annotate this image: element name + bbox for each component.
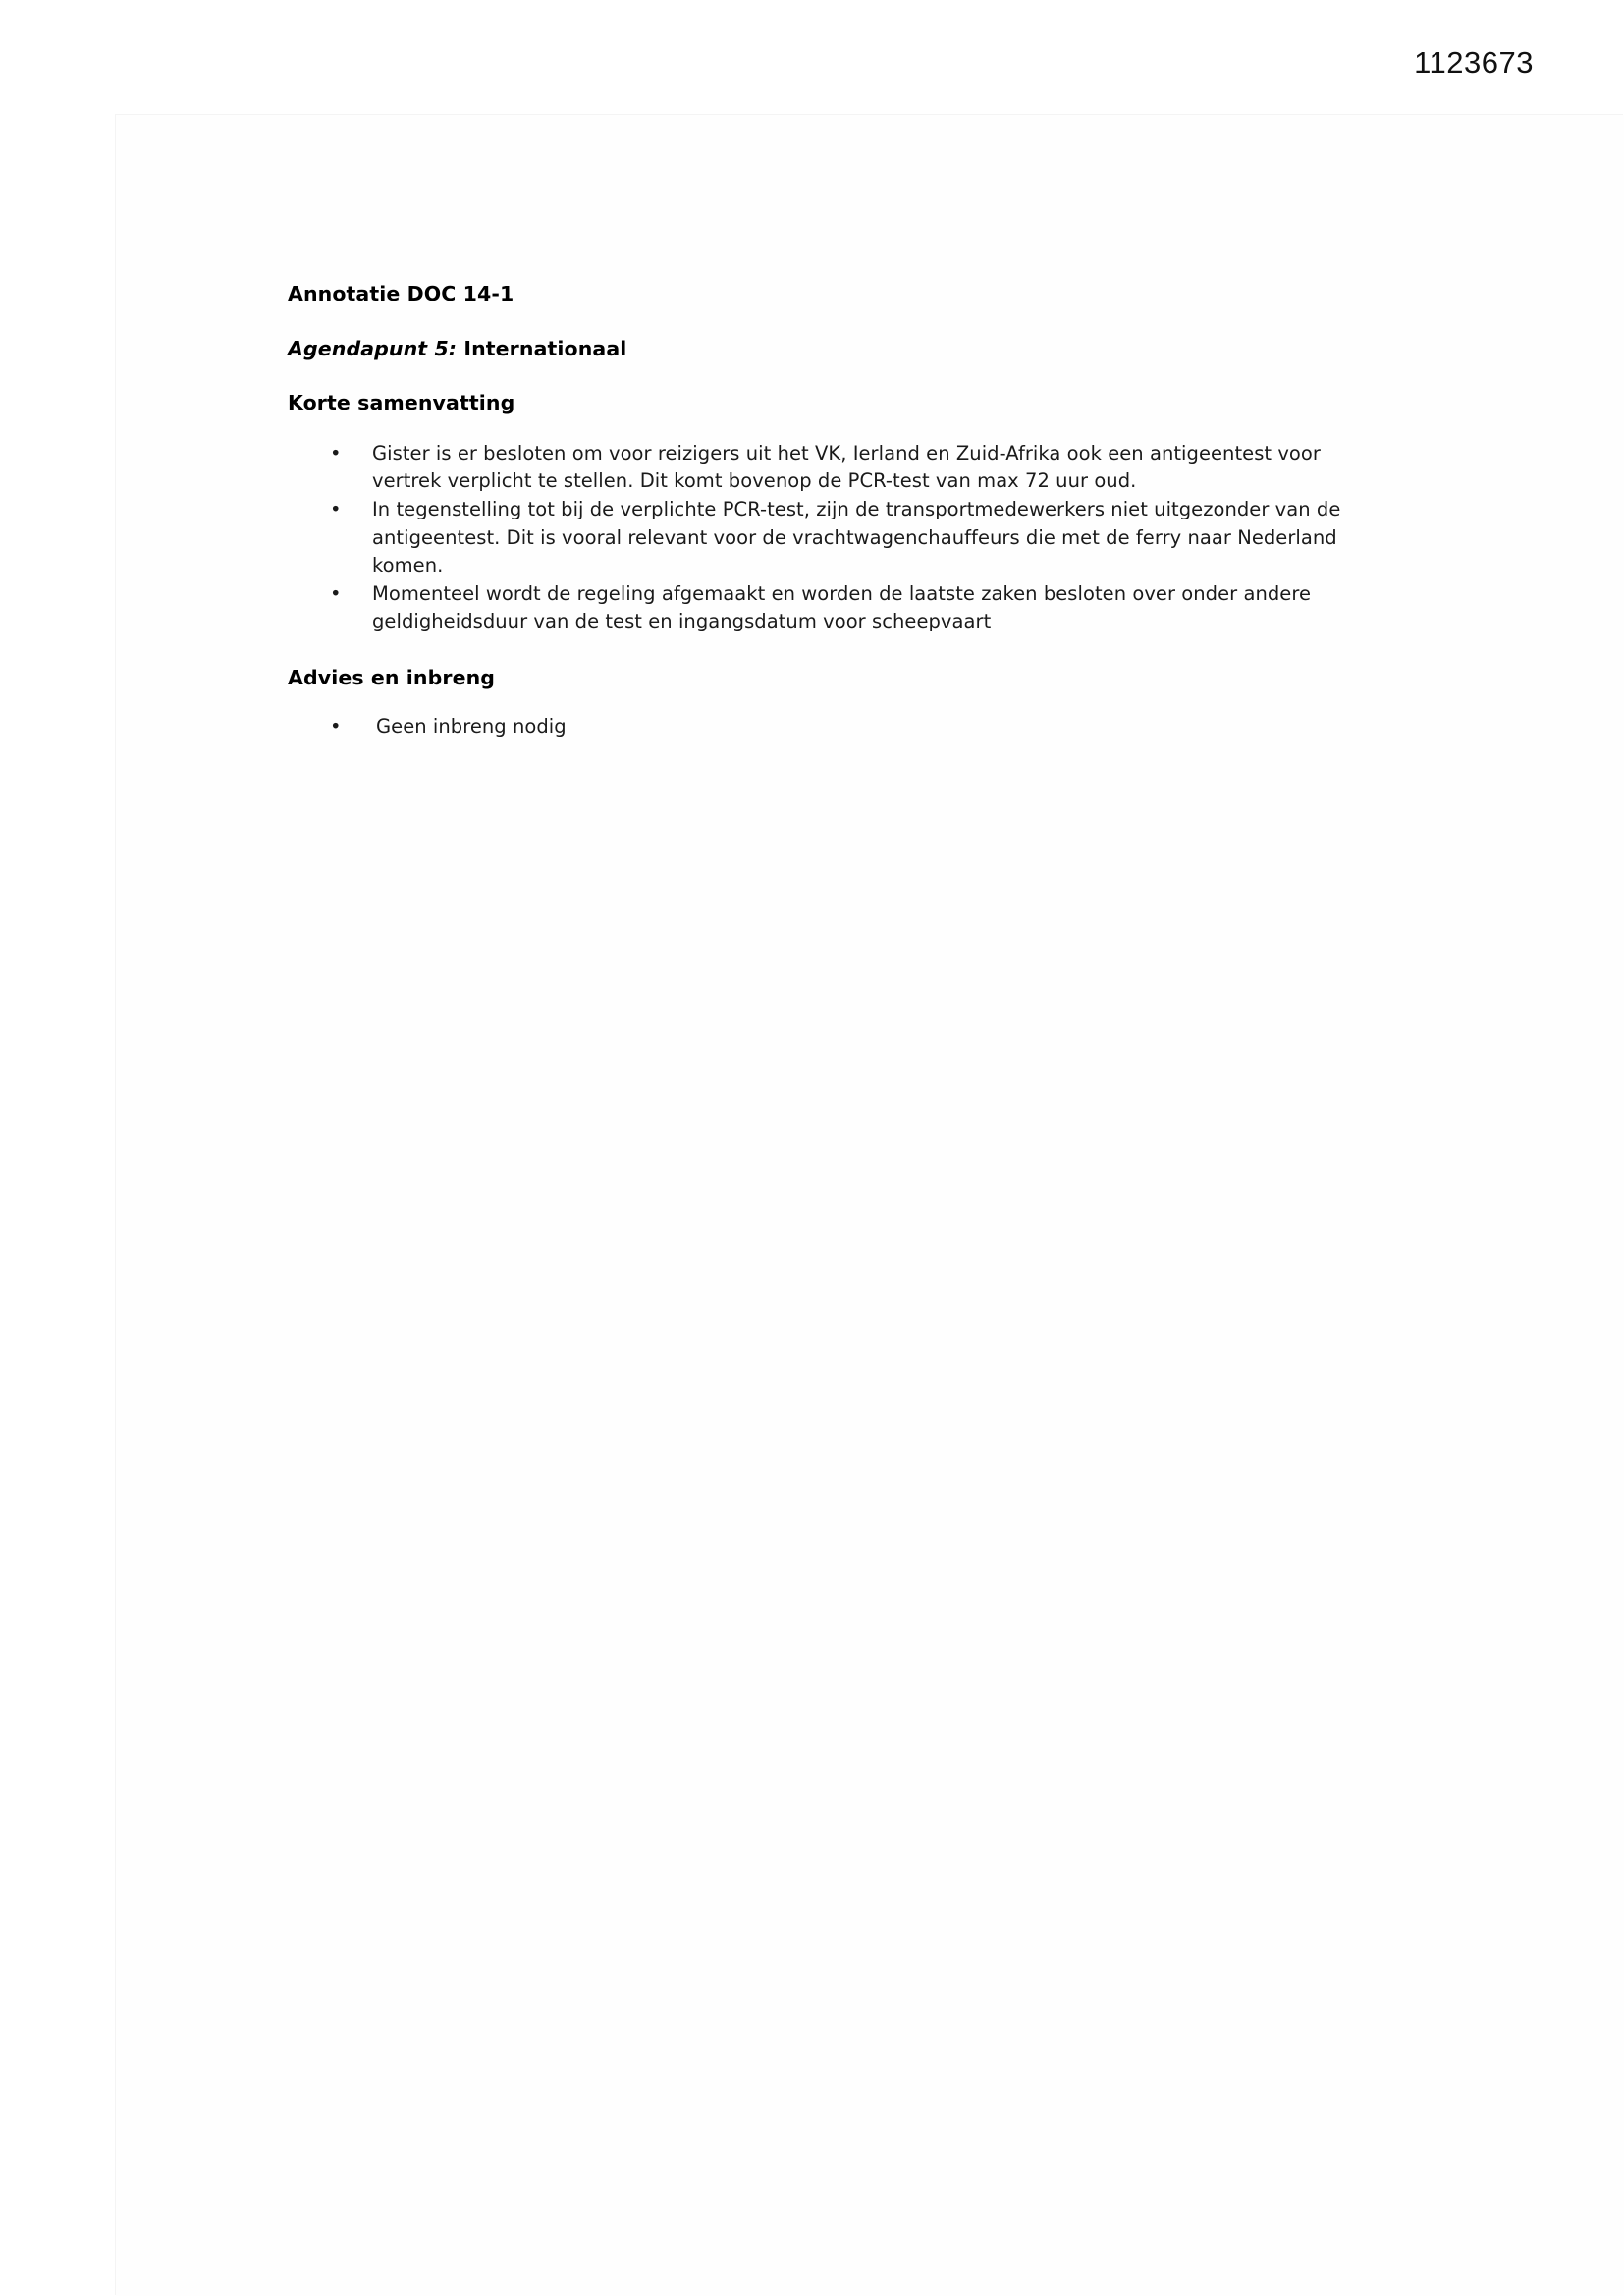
list-item-text: Geen inbreng nodig <box>376 714 567 738</box>
advies-en-inbreng-bullet-list <box>288 713 1358 741</box>
list-item-text: Gister is er besloten om voor reizigers uit het VK, Ierland en Zuid-Afrika ook een antigeentest voor vertrek verplicht te stellen. Dit komt bovenop de PCR-test van max 72 uur oud. <box>372 441 1321 493</box>
list-item <box>288 440 1358 496</box>
section-heading-advies-en-inbreng: Advies en inbreng <box>288 666 496 690</box>
section-heading-korte-samenvatting: Korte samenvatting <box>288 391 515 415</box>
list-item <box>288 496 1358 580</box>
agenda-item-label: Agendapunt 5: <box>288 336 458 360</box>
list-item <box>288 713 1358 741</box>
page-title: Annotatie DOC 14-1 <box>288 282 514 305</box>
list-item <box>288 580 1358 636</box>
agenda-item-line <box>288 337 1358 362</box>
agenda-item-value: Internationaal <box>457 336 627 360</box>
bullet-point-icon: • <box>330 581 342 605</box>
bullet-point-icon: • <box>330 441 342 465</box>
document-body <box>288 282 1358 740</box>
bullet-point-icon: • <box>330 714 342 738</box>
list-item-text: In tegenstelling tot bij de verplichte PCR-test, zijn de transportmedewerkers niet uitgezonder van de antigeentest. Dit is vooral relevant voor de vrachtwagenchauffeurs die met de ferry naar Nederland komen. <box>372 498 1341 577</box>
korte-samenvatting-bullet-list <box>288 440 1358 636</box>
bullet-point-icon: • <box>330 498 342 521</box>
list-item-text: Momenteel wordt de regeling afgemaakt en worden de laatste zaken besloten over onder andere geldigheidsduur van de test en ingangsdatum voor scheepvaart <box>372 581 1312 633</box>
document-stamp-number: 1123673 <box>1414 45 1534 80</box>
